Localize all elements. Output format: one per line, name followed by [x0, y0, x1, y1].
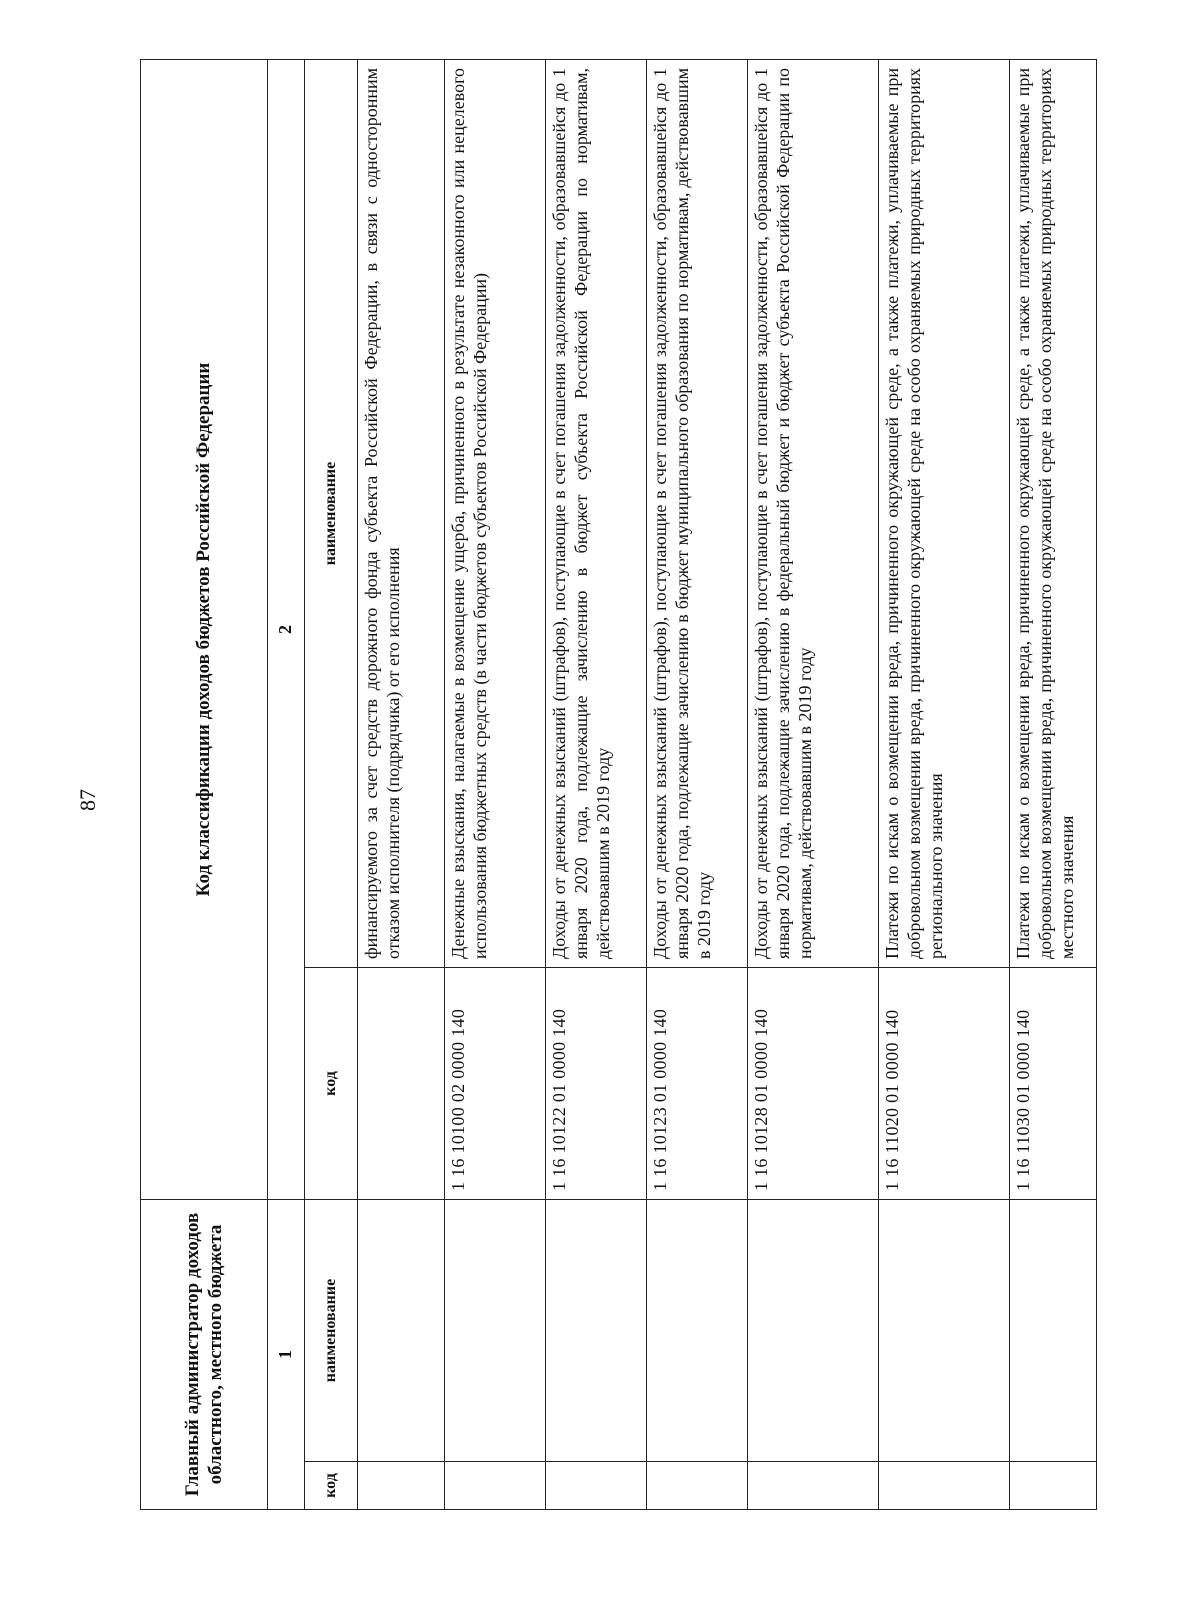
admin-name-cell [647, 1199, 748, 1461]
admin-code-cell [647, 1462, 748, 1510]
admin-code-cell [1010, 1462, 1097, 1510]
admin-code-cell [546, 1462, 647, 1510]
income-code-cell: 1 16 11030 01 0000 140 [1010, 967, 1097, 1199]
income-code-cell: 1 16 10122 01 0000 140 [546, 967, 647, 1199]
table-row [879, 59, 1010, 1509]
income-code-cell: 1 16 10128 01 0000 140 [748, 967, 879, 1199]
table-row [445, 59, 546, 1509]
header-admin-group: Главный администратор доходов областного, местного бюджета [141, 1199, 268, 1509]
admin-name-cell [445, 1199, 546, 1461]
income-code-cell: 1 16 10123 01 0000 140 [647, 967, 748, 1199]
header-classification-group: Код классификации доходов бюджетов Российской Федерации [141, 59, 268, 1199]
income-name-cell: финансируемого за счет средств дорожного фонда субъекта Российской Федерации, в связи с односторонним отказом исполнителя (подрядчика) от его исполнения [358, 59, 445, 967]
table-row [358, 59, 445, 1509]
table-row [748, 59, 879, 1509]
admin-code-cell [358, 1462, 445, 1510]
income-name-cell: Платежи по искам о возмещении вреда, причиненного окружающей среде, а также платежи, уплачиваемые при добровольном возмещении вреда, причиненного окружающей среде на особо охраняемых природных территориях местного значения [1010, 59, 1097, 967]
admin-name-cell [879, 1199, 1010, 1461]
admin-name-cell [1010, 1199, 1097, 1461]
admin-name-cell [546, 1199, 647, 1461]
income-name-cell: Доходы от денежных взысканий (штрафов), поступающие в счет погашения задолженности, образовавшейся до 1 января 2020 года, подлежащие зачислению в федеральный бюджет и бюджет субъекта Российской Федерации по нормативам, действовавшим в 2019 году [748, 59, 879, 967]
income-code-cell: 1 16 10100 02 0000 140 [445, 967, 546, 1199]
table-row [546, 59, 647, 1509]
subheader-admin-name: наименование [305, 1199, 358, 1461]
income-code-cell [358, 967, 445, 1199]
income-name-cell: Денежные взыскания, налагаемые в возмещение ущерба, причиненного в результате незаконного или нецелевого использования бюджетных средств (в части бюджетов субъектов Российской Федерации) [445, 59, 546, 967]
admin-code-cell [748, 1462, 879, 1510]
revenue-classification-table [140, 59, 1097, 1510]
table-row [1010, 59, 1097, 1509]
header-column-number-1: 1 [268, 1199, 305, 1509]
rotated-table-sheet [140, 60, 1077, 1510]
subheader-admin-code: код [305, 1462, 358, 1510]
admin-name-cell [748, 1199, 879, 1461]
subheader-classification-code: код [305, 967, 358, 1199]
income-code-cell: 1 16 11020 01 0000 140 [879, 967, 1010, 1199]
income-name-cell: Доходы от денежных взысканий (штрафов), поступающие в счет погашения задолженности, образовавшейся до 1 января 2020 года, подлежащие зачислению в бюджет субъекта Российской Федерации по нормативам, действовавшим в 2019 году [546, 59, 647, 967]
income-name-cell: Платежи по искам о возмещении вреда, причиненного окружающей среде, а также платежи, уплачиваемые при добровольном возмещении вреда, причиненного окружающей среде на особо охраняемых природных территориях регионального значения [879, 59, 1010, 967]
admin-code-cell [445, 1462, 546, 1510]
admin-code-cell [879, 1462, 1010, 1510]
admin-name-cell [358, 1199, 445, 1461]
table-row [647, 59, 748, 1509]
income-name-cell: Доходы от денежных взысканий (штрафов), поступающие в счет погашения задолженности, образовавшейся до 1 января 2020 года, подлежащие зачислению в бюджет муниципального образования по нормативам, действовавшим в 2019 году [647, 59, 748, 967]
header-column-number-2: 2 [268, 59, 305, 1199]
subheader-classification-name: наименование [305, 59, 358, 967]
page-number: 87 [75, 789, 100, 811]
